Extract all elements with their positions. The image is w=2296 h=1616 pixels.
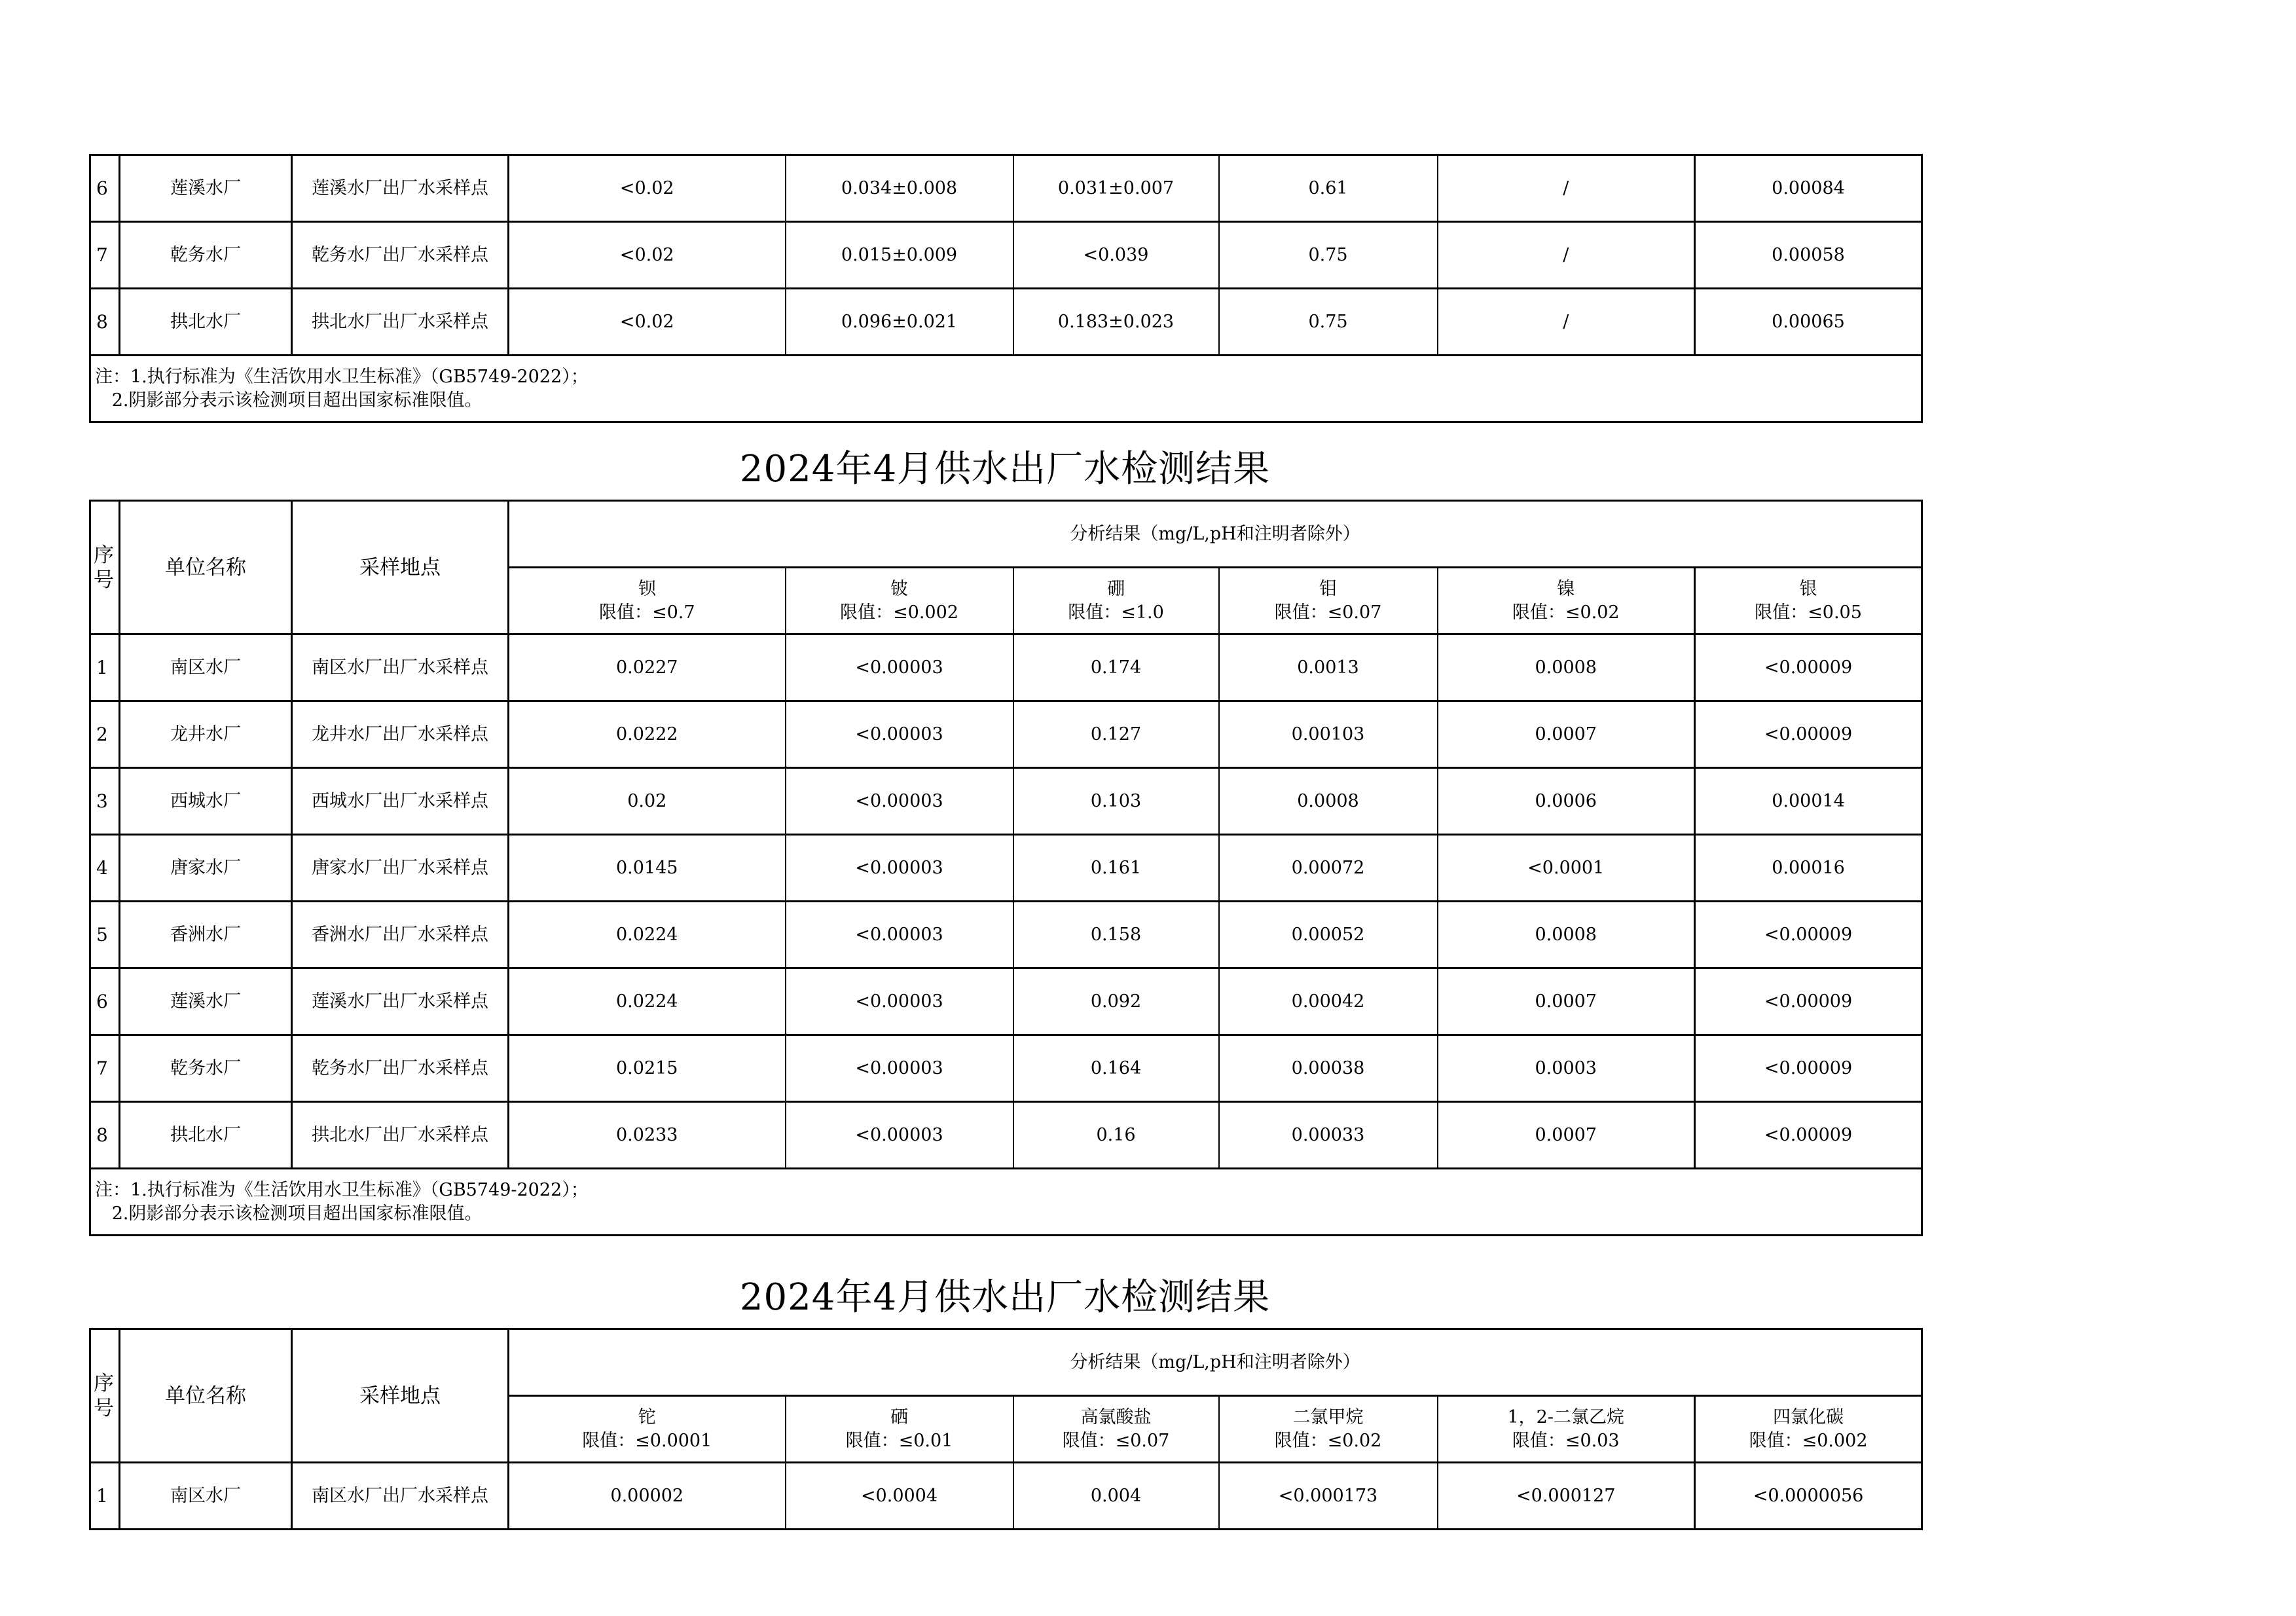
value-cell: 0.127 — [1013, 701, 1219, 768]
column-name: 四氯化碳 — [1773, 1406, 1844, 1427]
value-cell: 0.00058 — [1695, 222, 1922, 289]
results-table-organics — [89, 1328, 1923, 1530]
header-column — [1438, 1396, 1695, 1463]
value-cell: <0.00009 — [1695, 1035, 1922, 1102]
value-cell: <0.00009 — [1695, 634, 1922, 701]
value-cell: 0.00014 — [1695, 768, 1922, 835]
header-column — [1013, 568, 1219, 634]
site-cell: 唐家水厂出厂水采样点 — [292, 835, 509, 902]
column-limit: 限值：≤1.0 — [1068, 602, 1164, 623]
seq-cell: 3 — [90, 768, 120, 835]
column-limit: 限值：≤0.01 — [845, 1430, 953, 1451]
header-column — [1695, 568, 1922, 634]
value-cell: <0.02 — [509, 155, 786, 222]
value-cell: 0.0007 — [1438, 1102, 1695, 1169]
value-cell: / — [1438, 289, 1695, 356]
seq-cell: 6 — [90, 968, 120, 1035]
value-cell: <0.00003 — [786, 701, 1013, 768]
header-column — [509, 568, 786, 634]
seq-cell: 8 — [90, 289, 120, 356]
value-cell: 0.096±0.021 — [786, 289, 1013, 356]
seq-cell: 7 — [90, 1035, 120, 1102]
column-limit: 限值：≤0.0001 — [582, 1430, 712, 1451]
seq-cell: 7 — [90, 222, 120, 289]
value-cell: 0.16 — [1013, 1102, 1219, 1169]
value-cell: 0.00033 — [1219, 1102, 1438, 1169]
column-name: 钡 — [638, 578, 656, 599]
site-cell: 莲溪水厂出厂水采样点 — [292, 155, 509, 222]
site-cell: 拱北水厂出厂水采样点 — [292, 289, 509, 356]
value-cell: 0.00065 — [1695, 289, 1922, 356]
header-seq: 序号 — [90, 501, 120, 634]
value-cell: 0.103 — [1013, 768, 1219, 835]
value-cell: 0.174 — [1013, 634, 1219, 701]
site-cell: 莲溪水厂出厂水采样点 — [292, 968, 509, 1035]
value-cell: <0.039 — [1013, 222, 1219, 289]
unit-cell: 莲溪水厂 — [120, 155, 292, 222]
unit-cell: 拱北水厂 — [120, 1102, 292, 1169]
notes-cell — [90, 356, 1922, 422]
header-row — [90, 501, 1922, 568]
table-row — [90, 902, 1922, 968]
value-cell: <0.0004 — [786, 1463, 1013, 1530]
results-table-metals — [89, 500, 1923, 1236]
column-limit: 限值：≤0.05 — [1755, 602, 1862, 623]
table-body — [90, 1463, 1922, 1530]
value-cell: <0.00009 — [1695, 1102, 1922, 1169]
header-site: 采样地点 — [292, 1329, 509, 1463]
site-cell: 乾务水厂出厂水采样点 — [292, 1035, 509, 1102]
table-row — [90, 634, 1922, 701]
table-row — [90, 222, 1922, 289]
value-cell: 0.161 — [1013, 835, 1219, 902]
value-cell: 0.00103 — [1219, 701, 1438, 768]
value-cell: 0.0003 — [1438, 1035, 1695, 1102]
column-name: 镍 — [1557, 578, 1575, 599]
column-name: 硒 — [890, 1406, 908, 1427]
seq-cell: 8 — [90, 1102, 120, 1169]
table-row — [90, 1035, 1922, 1102]
value-cell: 0.158 — [1013, 902, 1219, 968]
table-row — [90, 701, 1922, 768]
value-cell: 0.183±0.023 — [1013, 289, 1219, 356]
unit-cell: 南区水厂 — [120, 1463, 292, 1530]
value-cell: 0.0224 — [509, 902, 786, 968]
table-row — [90, 1102, 1922, 1169]
site-cell: 乾务水厂出厂水采样点 — [292, 222, 509, 289]
header-analysis: 分析结果（mg/L,pH和注明者除外） — [509, 501, 1922, 568]
table-row — [90, 835, 1922, 902]
value-cell: 0.0215 — [509, 1035, 786, 1102]
value-cell: 0.0013 — [1219, 634, 1438, 701]
value-cell: <0.02 — [509, 222, 786, 289]
seq-cell: 4 — [90, 835, 120, 902]
value-cell: 0.0222 — [509, 701, 786, 768]
header-analysis: 分析结果（mg/L,pH和注明者除外） — [509, 1329, 1922, 1396]
value-cell: 0.0007 — [1438, 701, 1695, 768]
table-body — [90, 634, 1922, 1169]
value-cell: 0.0227 — [509, 634, 786, 701]
column-name: 钼 — [1319, 578, 1337, 599]
value-cell: <0.0001 — [1438, 835, 1695, 902]
header-column — [1438, 568, 1695, 634]
value-cell: 0.00042 — [1219, 968, 1438, 1035]
unit-cell: 西城水厂 — [120, 768, 292, 835]
column-limit: 限值：≤0.02 — [1274, 1430, 1382, 1451]
value-cell: 0.0006 — [1438, 768, 1695, 835]
header-unit: 单位名称 — [120, 501, 292, 634]
column-name: 铍 — [890, 578, 908, 599]
table-row — [90, 968, 1922, 1035]
column-limit: 限值：≤0.002 — [840, 602, 958, 623]
unit-cell: 南区水厂 — [120, 634, 292, 701]
header-seq: 序号 — [90, 1329, 120, 1463]
column-limit: 限值：≤0.7 — [598, 602, 695, 623]
column-limit: 限值：≤0.02 — [1512, 602, 1620, 623]
column-limit: 限值：≤0.07 — [1062, 1430, 1170, 1451]
table-row — [90, 1463, 1922, 1530]
value-cell: <0.0000056 — [1695, 1463, 1922, 1530]
value-cell: <0.00009 — [1695, 968, 1922, 1035]
header-column — [1219, 568, 1438, 634]
value-cell: <0.00003 — [786, 902, 1013, 968]
unit-cell: 唐家水厂 — [120, 835, 292, 902]
note-line-1: 注：1.执行标准为《生活饮用水卫生标准》（GB5749-2022）； — [95, 366, 589, 387]
value-cell: <0.00009 — [1695, 902, 1922, 968]
value-cell: 0.034±0.008 — [786, 155, 1013, 222]
column-limit: 限值：≤0.002 — [1749, 1430, 1868, 1451]
column-name: 1，2-二氯乙烷 — [1507, 1406, 1624, 1427]
value-cell: 0.75 — [1219, 222, 1438, 289]
results-table-continued — [89, 154, 1923, 423]
header-column — [786, 1396, 1013, 1463]
value-cell: 0.00016 — [1695, 835, 1922, 902]
notes-cell — [90, 1169, 1922, 1236]
value-cell: 0.00002 — [509, 1463, 786, 1530]
section-title: 2024年4月供水出厂水检测结果 — [739, 1276, 1271, 1319]
site-cell: 香洲水厂出厂水采样点 — [292, 902, 509, 968]
header-unit: 单位名称 — [120, 1329, 292, 1463]
value-cell: 0.004 — [1013, 1463, 1219, 1530]
value-cell: 0.0224 — [509, 968, 786, 1035]
value-cell: 0.015±0.009 — [786, 222, 1013, 289]
table-row — [90, 768, 1922, 835]
header-site: 采样地点 — [292, 501, 509, 634]
value-cell: 0.031±0.007 — [1013, 155, 1219, 222]
value-cell: <0.000127 — [1438, 1463, 1695, 1530]
note-line-1: 注：1.执行标准为《生活饮用水卫生标准》（GB5749-2022）； — [95, 1179, 589, 1200]
value-cell: 0.61 — [1219, 155, 1438, 222]
value-cell: 0.0007 — [1438, 968, 1695, 1035]
seq-cell: 2 — [90, 701, 120, 768]
value-cell: 0.0233 — [509, 1102, 786, 1169]
unit-cell: 香洲水厂 — [120, 902, 292, 968]
unit-cell: 乾务水厂 — [120, 1035, 292, 1102]
section-title: 2024年4月供水出厂水检测结果 — [739, 448, 1271, 490]
column-name: 银 — [1799, 578, 1817, 599]
value-cell: 0.0008 — [1438, 634, 1695, 701]
value-cell: 0.00052 — [1219, 902, 1438, 968]
value-cell: 0.0008 — [1438, 902, 1695, 968]
value-cell: / — [1438, 222, 1695, 289]
value-cell: <0.00003 — [786, 634, 1013, 701]
value-cell: <0.00003 — [786, 768, 1013, 835]
unit-cell: 拱北水厂 — [120, 289, 292, 356]
value-cell: <0.02 — [509, 289, 786, 356]
value-cell: 0.02 — [509, 768, 786, 835]
value-cell: 0.092 — [1013, 968, 1219, 1035]
site-cell: 南区水厂出厂水采样点 — [292, 634, 509, 701]
value-cell: <0.00003 — [786, 835, 1013, 902]
site-cell: 龙井水厂出厂水采样点 — [292, 701, 509, 768]
header-column — [509, 1396, 786, 1463]
value-cell: 0.00038 — [1219, 1035, 1438, 1102]
value-cell: 0.00072 — [1219, 835, 1438, 902]
value-cell: 0.00084 — [1695, 155, 1922, 222]
value-cell: 0.164 — [1013, 1035, 1219, 1102]
value-cell: <0.000173 — [1219, 1463, 1438, 1530]
site-cell: 西城水厂出厂水采样点 — [292, 768, 509, 835]
value-cell: <0.00003 — [786, 1035, 1013, 1102]
notes-row — [90, 356, 1922, 422]
value-cell: 0.0145 — [509, 835, 786, 902]
seq-cell: 6 — [90, 155, 120, 222]
value-cell: <0.00003 — [786, 968, 1013, 1035]
value-cell: 0.0008 — [1219, 768, 1438, 835]
seq-cell: 1 — [90, 1463, 120, 1530]
value-cell: 0.75 — [1219, 289, 1438, 356]
table-row — [90, 155, 1922, 222]
header-column — [1219, 1396, 1438, 1463]
value-cell: <0.00003 — [786, 1102, 1013, 1169]
column-name: 二氯甲烷 — [1292, 1406, 1364, 1427]
column-name: 硼 — [1107, 578, 1125, 599]
column-name: 铊 — [638, 1406, 656, 1427]
unit-cell: 龙井水厂 — [120, 701, 292, 768]
notes-row — [90, 1169, 1922, 1236]
header-row — [90, 1329, 1922, 1396]
value-cell: / — [1438, 155, 1695, 222]
seq-cell: 1 — [90, 634, 120, 701]
note-line-2: 2.阴影部分表示该检测项目超出国家标准限值。 — [95, 1203, 483, 1224]
header-column — [786, 568, 1013, 634]
column-limit: 限值：≤0.03 — [1512, 1430, 1620, 1451]
unit-cell: 莲溪水厂 — [120, 968, 292, 1035]
header-column — [1695, 1396, 1922, 1463]
column-limit: 限值：≤0.07 — [1274, 602, 1382, 623]
table-row — [90, 289, 1922, 356]
site-cell: 拱北水厂出厂水采样点 — [292, 1102, 509, 1169]
header-column — [1013, 1396, 1219, 1463]
seq-cell: 5 — [90, 902, 120, 968]
value-cell: <0.00009 — [1695, 701, 1922, 768]
note-line-2: 2.阴影部分表示该检测项目超出国家标准限值。 — [95, 390, 483, 411]
column-name: 高氯酸盐 — [1080, 1406, 1152, 1427]
site-cell: 南区水厂出厂水采样点 — [292, 1463, 509, 1530]
unit-cell: 乾务水厂 — [120, 222, 292, 289]
